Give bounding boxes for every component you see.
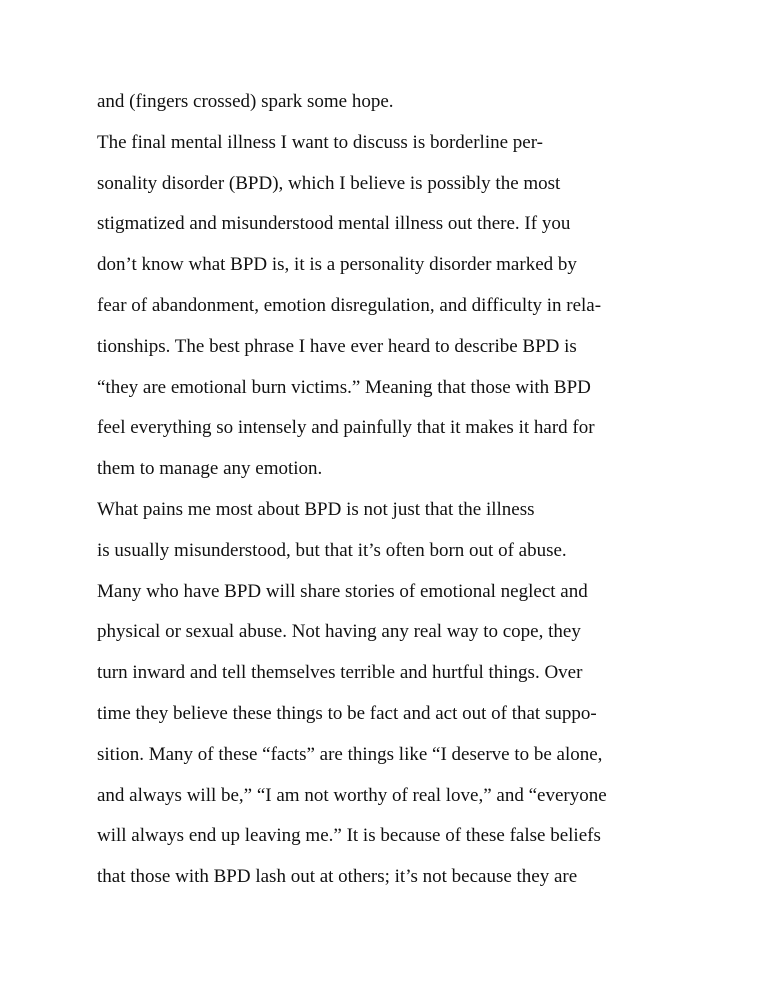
text-line: feel everything so intensely and painfully that it makes it hard for — [97, 417, 595, 439]
text-line: tionships. The best phrase I have ever heard to describe BPD is — [97, 335, 577, 357]
text-line: Many who have BPD will share stories of emotional neglect and — [97, 580, 588, 602]
text-line: The final mental illness I want to discuss is borderline per- — [97, 131, 544, 153]
text-line: sition. Many of these “facts” are things like “I deserve to be alone, — [97, 743, 603, 765]
text-line: and always will be,” “I am not worthy of real love,” and “everyone — [97, 784, 607, 806]
text-line: them to manage any emotion. — [97, 458, 323, 480]
text-line: and (fingers crossed) spark some hope. — [97, 91, 394, 112]
text-line: physical or sexual abuse. Not having any real way to cope, they — [97, 621, 581, 643]
text-line: turn inward and tell themselves terrible and hurtful things. Over — [97, 662, 583, 684]
text-line: stigmatized and misunderstood mental illness out there. If you — [97, 213, 571, 235]
body-text — [97, 86, 737, 902]
text-line: that those with BPD lash out at others; it’s not because they are — [97, 866, 578, 888]
text-line: time they believe these things to be fact and act out of that suppo- — [97, 702, 597, 724]
text-line: don’t know what BPD is, it is a personality disorder marked by — [97, 254, 577, 276]
text-line: “they are emotional burn victims.” Meaning that those with BPD — [97, 376, 591, 398]
text-line: fear of abandonment, emotion disregulation, and difficulty in rela- — [97, 294, 602, 316]
text-line: sonality disorder (BPD), which I believe is possibly the most — [97, 172, 561, 194]
text-line: What pains me most about BPD is not just that the illness — [97, 498, 535, 520]
text-line: is usually misunderstood, but that it’s often born out of abuse. — [97, 539, 567, 561]
text-line: will always end up leaving me.” It is because of these false beliefs — [97, 825, 601, 847]
